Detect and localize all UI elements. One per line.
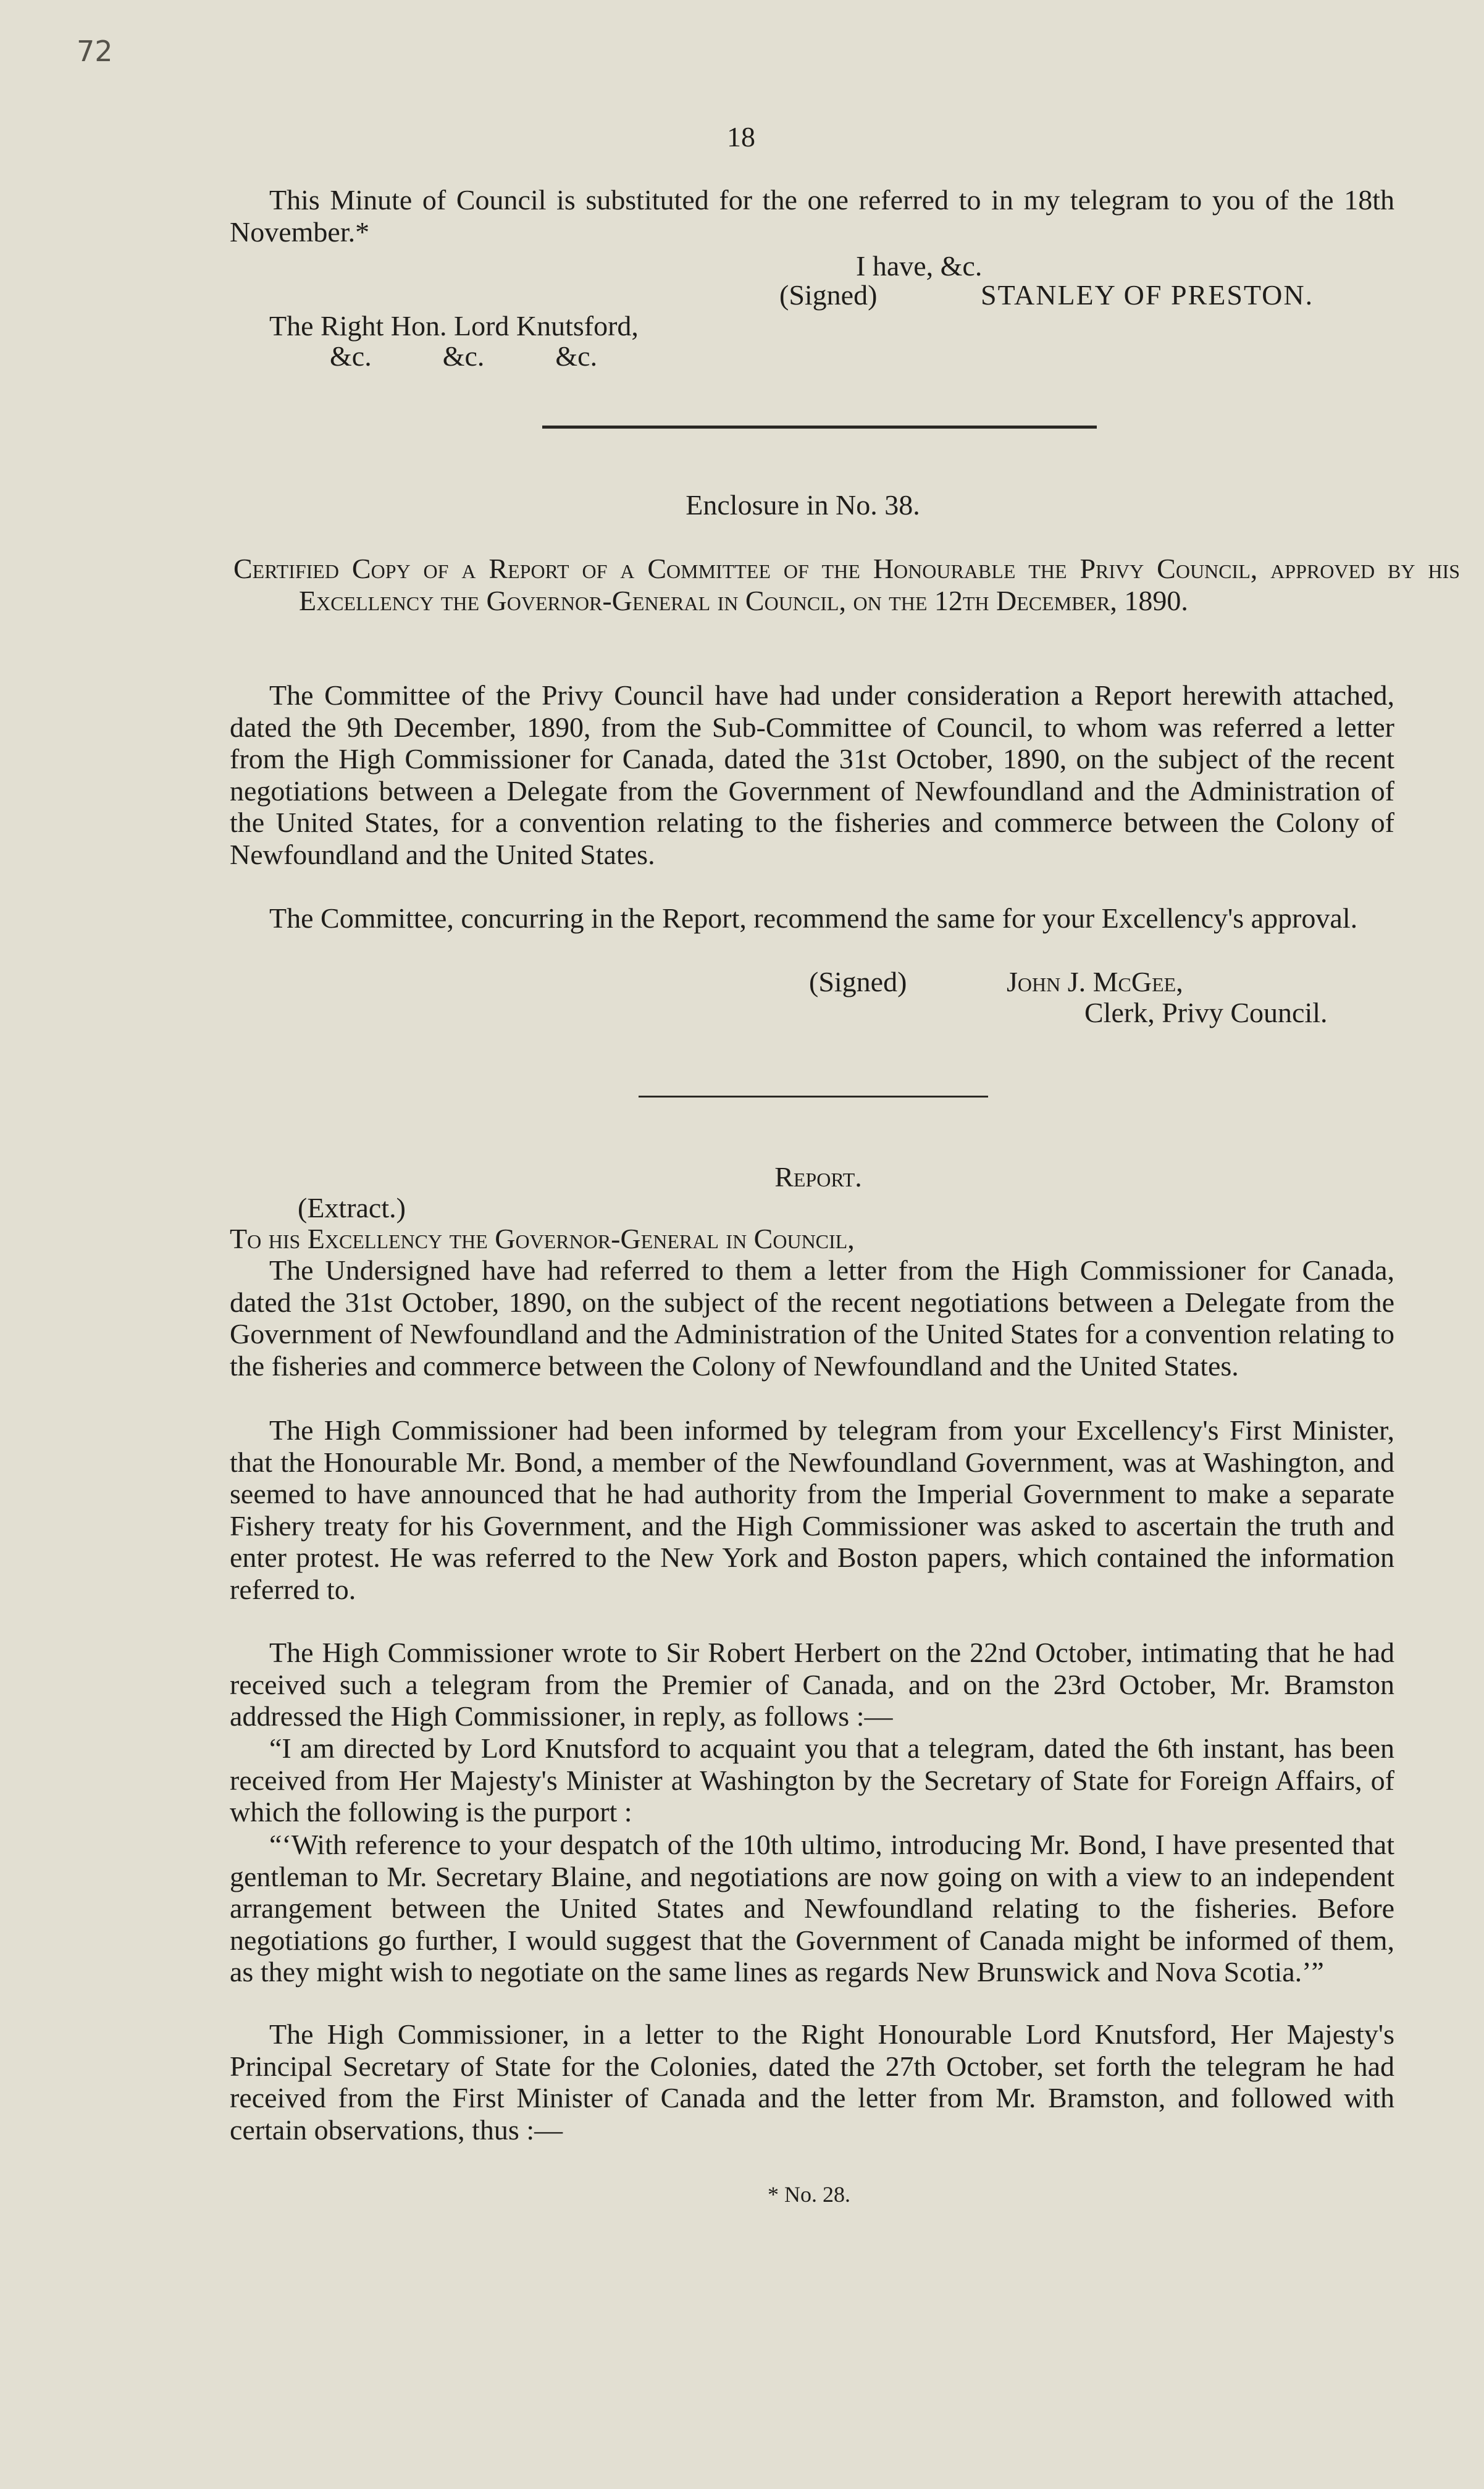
enclosure-signatory: John J. McGee, [1007,966,1183,997]
report-quote-paragraph-1: “I am directed by Lord Knutsford to acquaint you that a telegram, dated the 6th instant, has been received from Her Majesty's Minister at Washington by the Secretary of State for Foreign Affairs, of which the following is the purport : [230,1732,1394,1828]
section-divider [542,426,1097,429]
enclosure-paragraph-2: The Committee, concurring in the Report, recommend the same for your Excellency's approval. [269,902,1358,934]
letter-signatory: STANLEY OF PRESTON. [981,279,1314,311]
letter-addressee: The Right Hon. Lord Knutsford, [269,310,639,342]
enclosure-signed-label: (Signed) [809,966,907,997]
letter-closing-paragraph: This Minute of Council is substituted for the one referred to in my telegram to you of the 18th November.* [230,184,1394,248]
letter-addressee-etc: &c. &c. &c. [330,340,598,372]
section-divider [639,1096,988,1098]
report-paragraph-3: The High Commissioner wrote to Sir Robert Herbert on the 22nd October, intimating that he had received such a telegram from the Premier of Canada, and on the 23rd October, Mr. Bramston addressed the High Commissioner, in reply, as follows :— [230,1637,1394,1732]
report-paragraph-6: The High Commissioner, in a letter to the Right Honourable Lord Knutsford, Her Majesty's Principal Secretary of State for the Colonies, dated the 27th October, set forth the telegram he had received from the First Minister of Canada and the letter from Mr. Bramston, and followed with certain observations, thus :— [230,2018,1394,2146]
letter-signed-label: (Signed) [779,279,878,311]
inner-page-number: 18 [727,121,755,153]
letter-i-have: I have, &c. [856,250,983,282]
outer-page-number: 72 [77,35,113,68]
enclosure-paragraph-1: The Committee of the Privy Council have had under consideration a Report herewith attached, dated the 9th December, 1890, from the Sub-Committee of Council, to whom was referred a letter from the High Commissioner for Canada, dated the 31st October, 1890, on the subject of the recent negotiations between a Delegate from the Government of Newfoundland and the Administration of the United States, for a convention relating to the fisheries and commerce between the Colony of Newfoundland and the United States. [230,679,1394,870]
report-addressee: To his Excellency the Governor-General in Council, [230,1223,855,1254]
footnote: * No. 28. [768,2182,850,2207]
report-paragraph-2: The High Commissioner had been informed by telegram from your Excellency's First Minister, that the Honourable Mr. Bond, a member of the Newfoundland Government, was at Washington, and seemed to have announced that he had authority from the Imperial Government to make a separate Fishery treaty for his Government, and the High Commissioner was asked to ascertain the truth and enter protest. He was referred to the New York and Boston papers, which contained the information referred to. [230,1414,1394,1605]
certified-copy-intro: Certified Copy of a Report of a Committee of the Honourable the Privy Council, approved by his Excellency the Governor-General in Council, on the 12th December, 1890. [233,553,1460,616]
enclosure-signatory-title: Clerk, Privy Council. [1084,997,1328,1028]
report-quote-paragraph-2: “‘With reference to your despatch of the 10th ultimo, introducing Mr. Bond, I have presented that gentleman to Mr. Secretary Blaine, and negotiations are now going on with a view to an independent arrangement between the United States and Newfoundland relating to the fisheries. Before negotiations go further, I would suggest that the Government of Canada might be informed of them, as they might wish to negotiate on the same lines as regards New Brunswick and Nova Scotia.’” [230,1829,1394,1987]
enclosure-heading: Enclosure in No. 38. [685,489,920,521]
report-extract-label: (Extract.) [298,1192,406,1224]
report-paragraph-1: The Undersigned have had referred to them a letter from the High Commissioner for Canada, dated the 31st October, 1890, on the subject of the recent negotiations between a Delegate from the Government of Newfoundland and the Administration of the United States for a convention relating to the fisheries and commerce between the Colony of Newfoundland and the United States. [230,1254,1394,1382]
report-heading: Report. [774,1161,862,1193]
